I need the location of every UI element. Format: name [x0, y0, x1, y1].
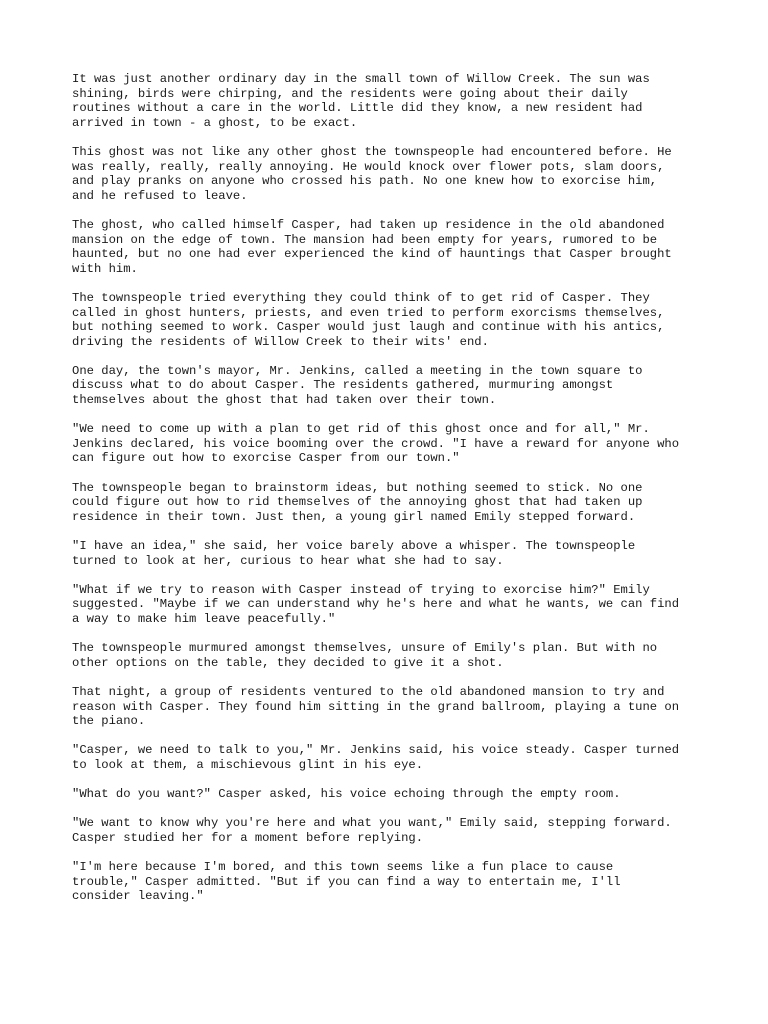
paragraph-5: One day, the town's mayor, Mr. Jenkins, called a meeting in the town square to discuss what to do about Casper. The residents gathered, murmuring amongst themselves about the ghost that had taken over their town. [72, 363, 643, 408]
paragraph-14: "We want to know why you're here and what you want," Emily said, stepping forward. Casper studied her for a moment before replying. [72, 816, 672, 845]
paragraph-13: "What do you want?" Casper asked, his voice echoing through the empty room. [72, 787, 621, 802]
paragraph-9: "What if we try to reason with Casper instead of trying to exorcise him?" Emily suggested. "Maybe if we can understand why he's here and what he wants, we can find a way to make him leave peacefully." [72, 582, 680, 626]
paragraph-12: "Casper, we need to talk to you," Mr. Jenkins said, his voice steady. Casper turned to look at them, a mischievous glint in his eye. [72, 743, 680, 772]
paragraph-7: The townspeople began to brainstorm ideas, but nothing seemed to stick. No one could figure out how to rid themselves of the annoying ghost that had taken up residence in their town. Just then, a young girl named Emily stepped forward. [72, 480, 643, 524]
paragraph-3: The ghost, who called himself Casper, had taken up residence in the old abandoned mansion on the edge of town. The mansion had been empty for years, rumored to be haunted, but no one had ever experienced the kind of hauntings that Casper brought with him. [72, 217, 672, 276]
paragraph-1: It was just another ordinary day in the small town of Willow Creek. The sun was shining, birds were chirping, and the residents were going about their daily routines without a care in the world. Little did they know, a new resident had arrived in town - a ghost, to be exact. [72, 72, 650, 130]
paragraph-15: "I'm here because I'm bored, and this town seems like a fun place to cause trouble," Casper admitted. "But if you can find a way to entertain me, I'll consider leaving." [72, 860, 621, 904]
paragraph-4: The townspeople tried everything they could think of to get rid of Casper. They called in ghost hunters, priests, and even tried to perform exorcisms themselves, but nothing seemed to work. Casper would just laugh and continue with his antics, driving the residents of Willow Creek to their wits' end. [72, 290, 665, 349]
paragraph-8: "I have an idea," she said, her voice barely above a whisper. The townspeople turned to look at her, curious to hear what she had to say. [72, 539, 636, 568]
document-page [72, 72, 702, 918]
paragraph-2: This ghost was not like any other ghost the townspeople had encountered before. He was really, really, really annoying. He would knock over flower pots, slam doors, and play pranks on anyone who crossed his path. No one knew how to exorcise him, and he refused to leave. [72, 144, 672, 203]
paragraph-11: That night, a group of residents ventured to the old abandoned mansion to try and reason with Casper. They found him sitting in the grand ballroom, playing a tune on the piano. [72, 684, 680, 729]
paragraph-6: "We need to come up with a plan to get rid of this ghost once and for all," Mr. Jenkins declared, his voice booming over the crowd. "I have a reward for anyone who can figure out how to exorcise Casper from our town." [72, 422, 680, 466]
paragraph-10: The townspeople murmured amongst themselves, unsure of Emily's plan. But with no other options on the table, they decided to give it a shot. [72, 641, 658, 670]
